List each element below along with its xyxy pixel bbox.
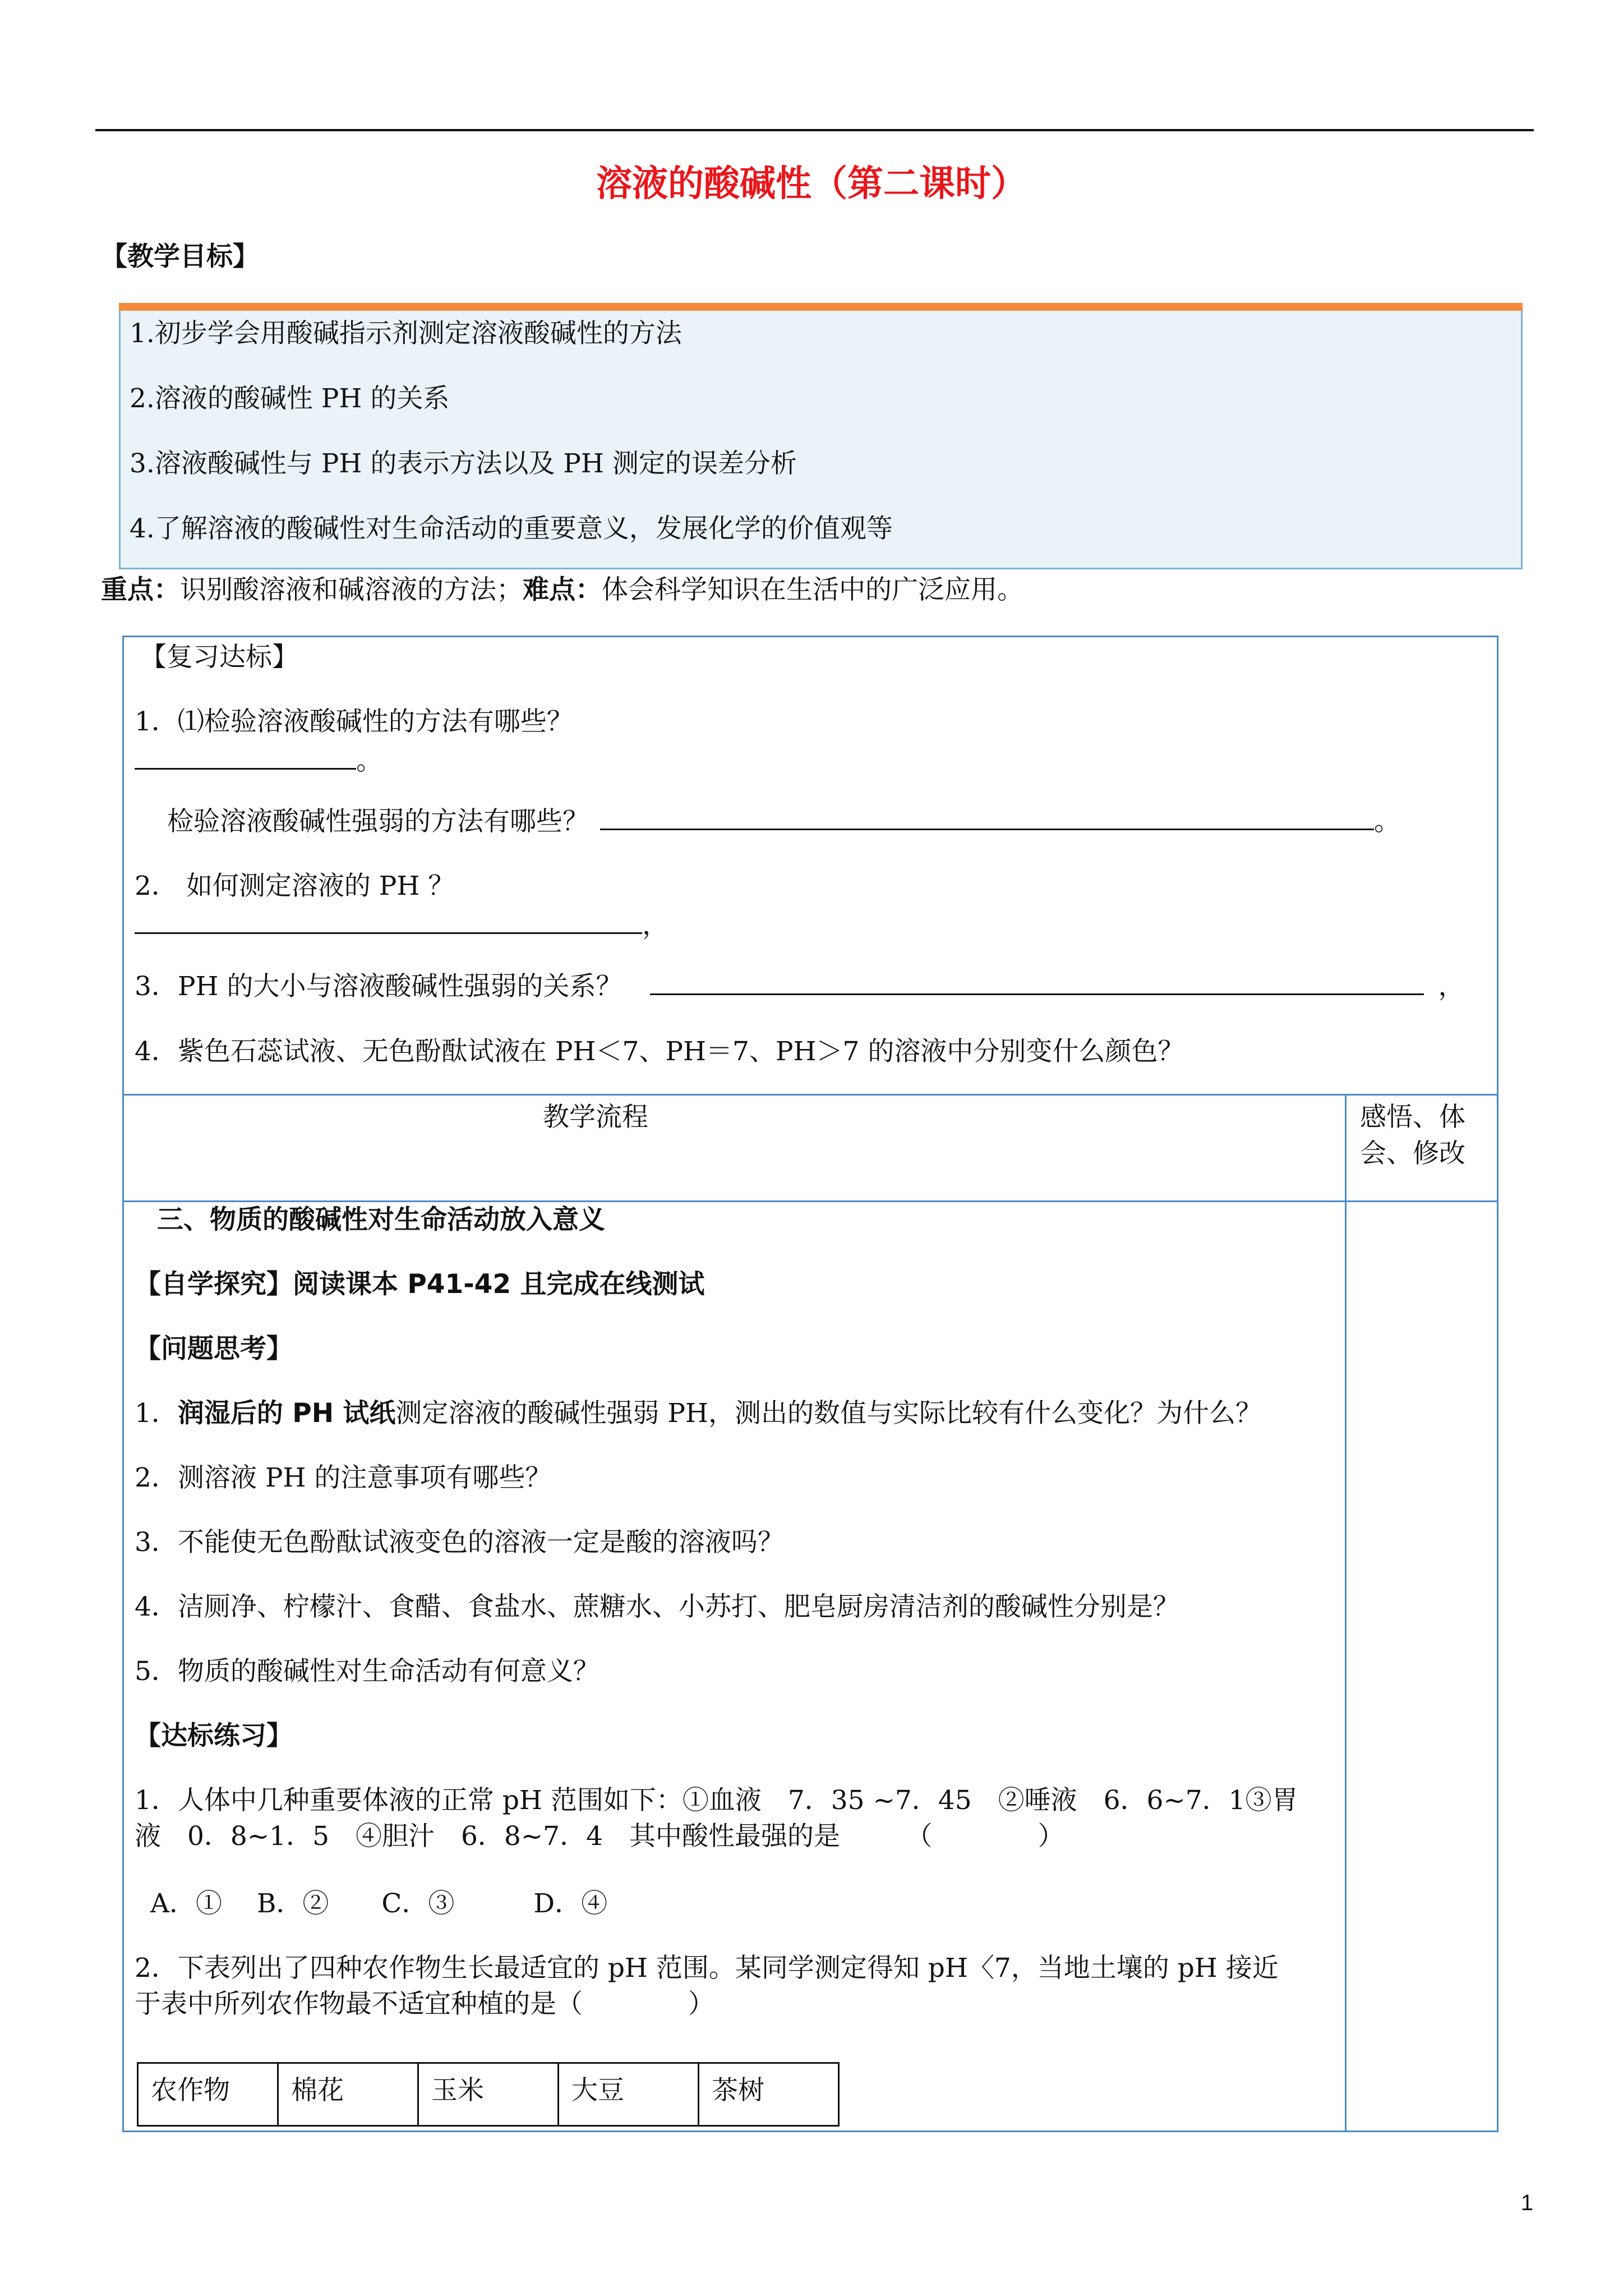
question-text: 测定溶液的酸碱性强弱 PH，测出的数值与实际比较有什么变化？为什么？ bbox=[395, 1398, 1262, 1429]
think-question: 5．物质的酸碱性对生命活动有何意义？ bbox=[135, 1656, 600, 1687]
think-heading: 【问题思考】 bbox=[135, 1333, 293, 1364]
key-point-label: 重点： bbox=[101, 574, 180, 605]
review-question bbox=[167, 804, 1400, 840]
review-heading: 【复习达标】 bbox=[140, 642, 298, 673]
answer-blank[interactable] bbox=[135, 743, 356, 770]
crop-table bbox=[137, 2062, 840, 2127]
question-number: 1． bbox=[135, 1398, 178, 1429]
key-points bbox=[101, 572, 1023, 608]
review-question: 1．⑴检验溶液酸碱性的方法有哪些？ bbox=[135, 706, 573, 737]
answer-options: A．① B．② C．③ D．④ bbox=[150, 1888, 608, 1919]
reflection-header: 会、修改 bbox=[1360, 1138, 1465, 1169]
answer-line bbox=[135, 908, 668, 944]
question-text: 检验溶液酸碱性强弱的方法有哪些？ bbox=[167, 806, 589, 837]
page-number: 1 bbox=[1520, 2191, 1533, 2215]
objective-item: 3.溶液酸碱性与 PH 的表示方法以及 PH 测定的误差分析 bbox=[130, 448, 797, 479]
objectives-box bbox=[119, 303, 1523, 569]
objective-item: 1.初步学会用酸碱指示剂测定溶液酸碱性的方法 bbox=[130, 318, 682, 349]
question-emphasis: 润湿后的 PH 试纸 bbox=[177, 1398, 396, 1429]
self-study-heading: 【自学探究】阅读课本 P41-42 且完成在线测试 bbox=[135, 1269, 705, 1300]
difficulty-label: 难点： bbox=[523, 574, 602, 605]
punctuation: 。 bbox=[1374, 806, 1400, 837]
table-cell: 农作物 bbox=[138, 2063, 278, 2126]
think-question bbox=[135, 1396, 1262, 1432]
table-cell: 棉花 bbox=[278, 2063, 418, 2126]
table-cell: 大豆 bbox=[559, 2063, 699, 2126]
practice-question: 2．下表列出了四种农作物生长最适宜的 pH 范围。某同学测定得知 pH〈7，当地土壤的 pH 接近 bbox=[135, 1953, 1279, 1984]
answer-blank[interactable] bbox=[135, 908, 642, 934]
think-question: 4．洁厕净、柠檬汁、食醋、食盐水、蔗糖水、小苏打、肥皂厨房清洁剂的酸碱性分别是？ bbox=[135, 1591, 1179, 1622]
section-heading: 三、物质的酸碱性对生命活动放入意义 bbox=[157, 1204, 605, 1235]
page-title: 溶液的酸碱性（第二课时） bbox=[596, 163, 1027, 205]
table-divider bbox=[122, 1094, 1498, 1096]
table-column-divider bbox=[1345, 1094, 1347, 2132]
objective-item: 2.溶液的酸碱性 PH 的关系 bbox=[130, 383, 450, 414]
punctuation: ， bbox=[642, 910, 668, 941]
objective-item: 4.了解溶液的酸碱性对生命活动的重要意义，发展化学的价值观等 bbox=[130, 513, 893, 544]
answer-blank[interactable] bbox=[600, 804, 1374, 830]
practice-question: 液 0．8~1．5 ④胆汁 6．8~7．4 其中酸性最强的是 （ ） bbox=[135, 1821, 1064, 1852]
table-row bbox=[138, 2063, 839, 2126]
practice-heading: 【达标练习】 bbox=[135, 1720, 293, 1751]
review-question: 2． 如何测定溶液的 PH ？ bbox=[135, 871, 455, 901]
review-question bbox=[135, 969, 1464, 1005]
objectives-accent-bar bbox=[119, 303, 1523, 311]
header-rule bbox=[95, 129, 1534, 131]
question-text: 3．PH 的大小与溶液酸碱性强弱的关系？ bbox=[135, 971, 623, 1002]
reflection-header: 感悟、体 bbox=[1360, 1102, 1465, 1133]
punctuation: 。 bbox=[356, 746, 382, 776]
answer-line bbox=[135, 743, 382, 779]
difficulty-text: 体会科学知识在生活中的广泛应用。 bbox=[602, 574, 1023, 605]
think-question: 3．不能使无色酚酞试液变色的溶液一定是酸的溶液吗？ bbox=[135, 1527, 784, 1558]
punctuation: ， bbox=[1438, 971, 1465, 1002]
answer-blank[interactable] bbox=[650, 969, 1424, 995]
review-question: 4．紫色石蕊试液、无色酚酞试液在 PH＜7、PH＝7、PH＞7 的溶液中分别变什么颜色？ bbox=[135, 1036, 1184, 1067]
practice-question: 于表中所列农作物最不适宜种植的是（ ） bbox=[135, 1989, 714, 2019]
objectives-heading: 【教学目标】 bbox=[101, 241, 259, 272]
practice-question: 1．人体中几种重要体液的正常 pH 范围如下：①血液 7．35 ~7．45 ②唾液 6．6~7．1③胃 bbox=[135, 1785, 1298, 1816]
table-cell: 茶树 bbox=[699, 2063, 839, 2126]
think-question: 2．测溶液 PH 的注意事项有哪些？ bbox=[135, 1462, 552, 1493]
flow-header: 教学流程 bbox=[543, 1102, 648, 1133]
key-point-text: 识别酸溶液和碱溶液的方法； bbox=[180, 574, 523, 605]
table-cell: 玉米 bbox=[418, 2063, 559, 2126]
